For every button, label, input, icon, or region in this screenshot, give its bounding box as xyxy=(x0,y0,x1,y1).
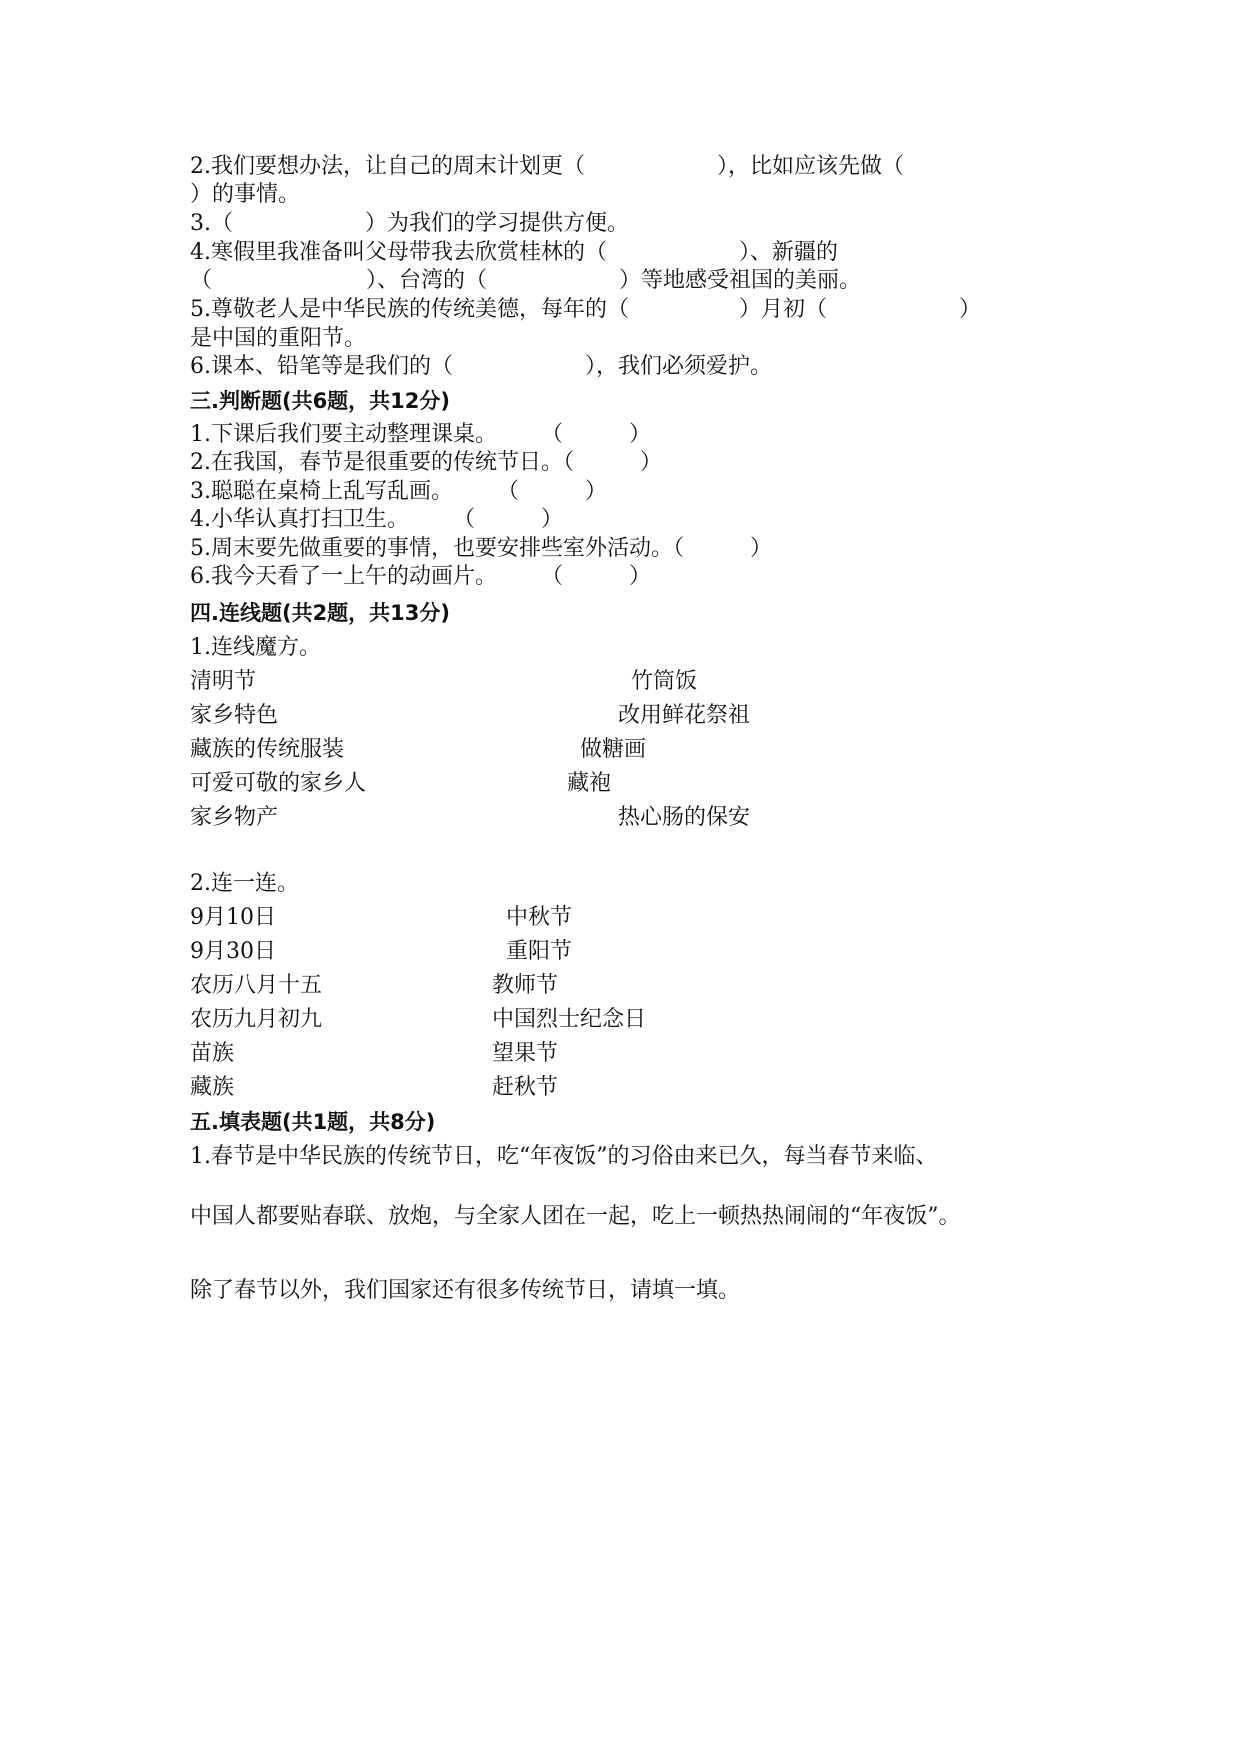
match-q2-right: 望果节 xyxy=(492,1041,559,1066)
match-q1-right: 竹筒饭 xyxy=(631,669,698,694)
judge-item: 1.下课后我们要主动整理课桌。 （ ） xyxy=(190,422,651,447)
match-q1-left: 家乡特色 xyxy=(190,703,279,728)
judge-item: 2.在我国，春节是很重要的传统节日。（ ） xyxy=(190,450,662,475)
match-q1-left: 清明节 xyxy=(190,669,257,694)
match-q1-left: 藏族的传统服装 xyxy=(190,737,345,762)
table-paragraph-line: 1.春节是中华民族的传统节日，吃“年夜饭”的习俗由来已久，每当春节来临、 xyxy=(190,1144,938,1169)
q2-line1: 2.我们要想办法，让自己的周末计划更（ ），比如应该先做（ xyxy=(190,154,904,179)
judge-item: 5.周末要先做重要的事情，也要安排些室外活动。（ ） xyxy=(190,536,772,561)
table-paragraph-line: 中国人都要贴春联、放炮，与全家人团在一起，吃上一顿热热闹闹的“年夜饭”。 xyxy=(190,1204,961,1229)
judge-item: 3.聪聪在桌椅上乱写乱画。 （ ） xyxy=(190,479,607,504)
judge-item: 6.我今天看了一上午的动画片。 （ ） xyxy=(190,564,651,589)
match-q1-right: 藏袍 xyxy=(567,771,612,796)
match-q1-right: 做糖画 xyxy=(580,737,647,762)
q4-line1: 4.寒假里我准备叫父母带我去欣赏桂林的（ ）、新疆的 xyxy=(190,240,838,265)
match-q2-left: 藏族 xyxy=(190,1075,235,1100)
match-q2-right: 中秋节 xyxy=(506,905,573,930)
match-q2-left: 农历八月十五 xyxy=(190,973,323,998)
judge-item: 4.小华认真打扫卫生。 （ ） xyxy=(190,507,563,532)
judge-heading: 三.判断题(共6题，共12分) xyxy=(190,389,451,413)
match-q2-left: 农历九月初九 xyxy=(190,1007,323,1032)
match-q2-title: 2.连一连。 xyxy=(190,871,299,896)
q6: 6.课本、铅笔等是我们的（ ），我们必须爱护。 xyxy=(190,354,772,379)
match-q2-right: 赶秋节 xyxy=(492,1075,559,1100)
match-heading: 四.连线题(共2题，共13分) xyxy=(190,601,451,625)
table-paragraph-line: 除了春节以外，我们国家还有很多传统节日，请填一填。 xyxy=(190,1278,741,1303)
q5-line1: 5.尊敬老人是中华民族的传统美德，每年的（ ）月初（ ） xyxy=(190,297,981,322)
q5-line2: 是中国的重阳节。 xyxy=(190,326,367,351)
q3: 3.（ ）为我们的学习提供方便。 xyxy=(190,211,629,236)
match-q2-right: 中国烈士纪念日 xyxy=(492,1007,647,1032)
match-q2-right: 教师节 xyxy=(492,973,559,998)
match-q2-left: 9月30日 xyxy=(190,939,276,964)
match-q2-left: 苗族 xyxy=(190,1041,235,1066)
match-q2-left: 9月10日 xyxy=(190,905,276,930)
table-heading: 五.填表题(共1题，共8分) xyxy=(190,1110,436,1134)
match-q1-right: 热心肠的保安 xyxy=(618,805,751,830)
match-q2-right: 重阳节 xyxy=(506,939,573,964)
match-q1-left: 家乡物产 xyxy=(190,805,279,830)
match-q1-left: 可爱可敬的家乡人 xyxy=(190,771,367,796)
match-q1-right: 改用鲜花祭祖 xyxy=(618,703,751,728)
match-q1-title: 1.连线魔方。 xyxy=(190,635,321,660)
q4-line2: （ ）、台湾的（ ）等地感受祖国的美丽。 xyxy=(190,268,862,293)
q2-line2: ）的事情。 xyxy=(190,182,301,207)
